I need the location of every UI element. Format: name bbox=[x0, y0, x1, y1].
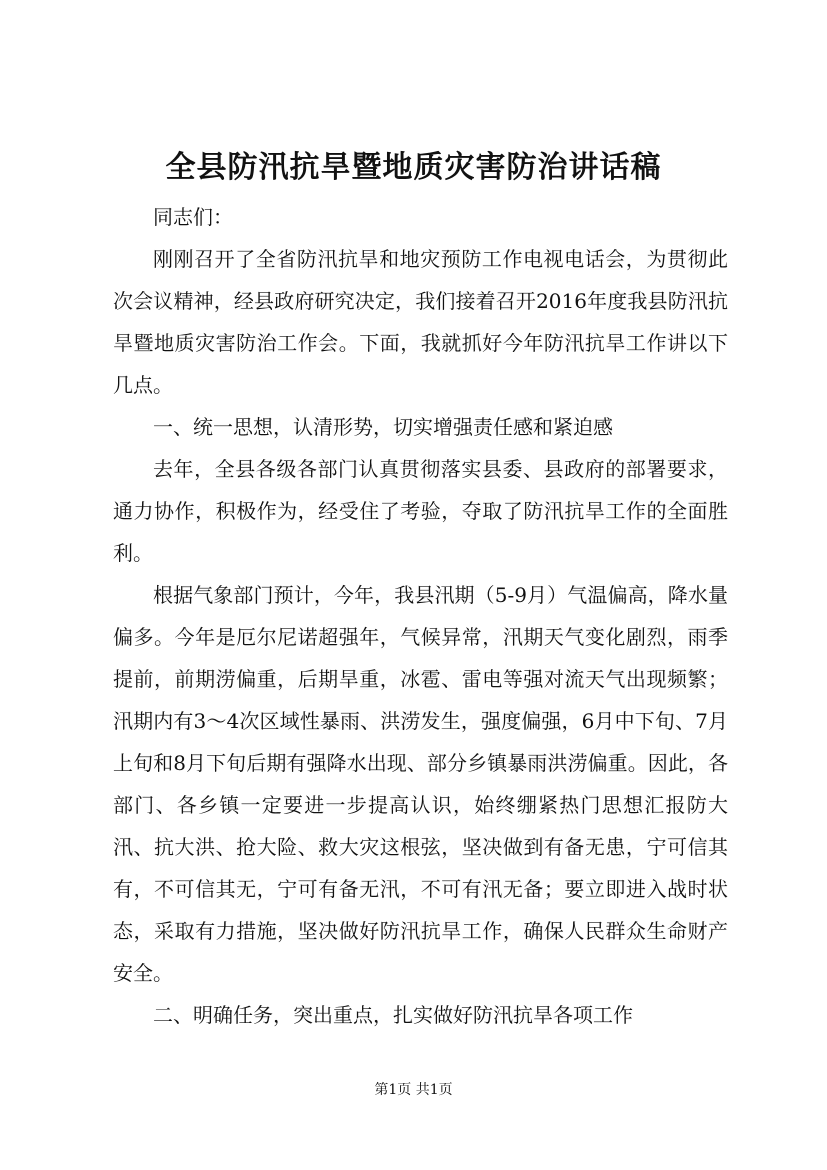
body-paragraph: 根据气象部门预计，今年，我县汛期（5-9月）气温偏高，降水量偏多。今年是厄尔尼诺超强年，气候异常，汛期天气变化剧烈，雨季提前，前期涝偏重，后期旱重，冰雹、雷电等强对流天气出现频繁；汛期内有3～4次区域性暴雨、洪涝发生，强度偏强，6月中下旬、7月上旬和8月下旬后期有强降水出现、部分乡镇暴雨洪涝偏重。因此，各部门、各乡镇一定要进一步提高认识，始终绷紧热门思想汇报防大汛、抗大洪、抢大险、救大灾这根弦，坚决做到有备无患，宁可信其有，不可信其无，宁可有备无汛，不可有汛无备；要立即进入战时状态，采取有力措施，坚决做好防汛抗旱工作，确保人民群众生命财产安全。 bbox=[113, 583, 728, 985]
page-number-footer: 第1页 共1页 bbox=[374, 1082, 453, 1098]
document-body bbox=[113, 196, 728, 1036]
salutation-paragraph: 同志们： bbox=[153, 205, 233, 229]
intro-paragraph: 刚刚召开了全省防汛抗旱和地灾预防工作电视电话会，为贯彻此次会议精神，经县政府研究决定，我们接着召开2016年度我县防汛抗旱暨地质灾害防治工作会。下面，我就抓好今年防汛抗旱工作讲以下几点。 bbox=[113, 247, 728, 397]
body-paragraph: 去年，全县各级各部门认真贯彻落实县委、县政府的部署要求，通力协作，积极作为，经受住了考验，夺取了防汛抗旱工作的全面胜利。 bbox=[113, 457, 728, 565]
document-title: 全县防汛抗旱暨地质灾害防治讲话稿 bbox=[165, 150, 662, 185]
section-heading-1: 一、统一思想，认清形势，切实增强责任感和紧迫感 bbox=[153, 415, 613, 439]
section-heading-2: 二、明确任务，突出重点，扎实做好防汛抗旱各项工作 bbox=[153, 1003, 633, 1027]
